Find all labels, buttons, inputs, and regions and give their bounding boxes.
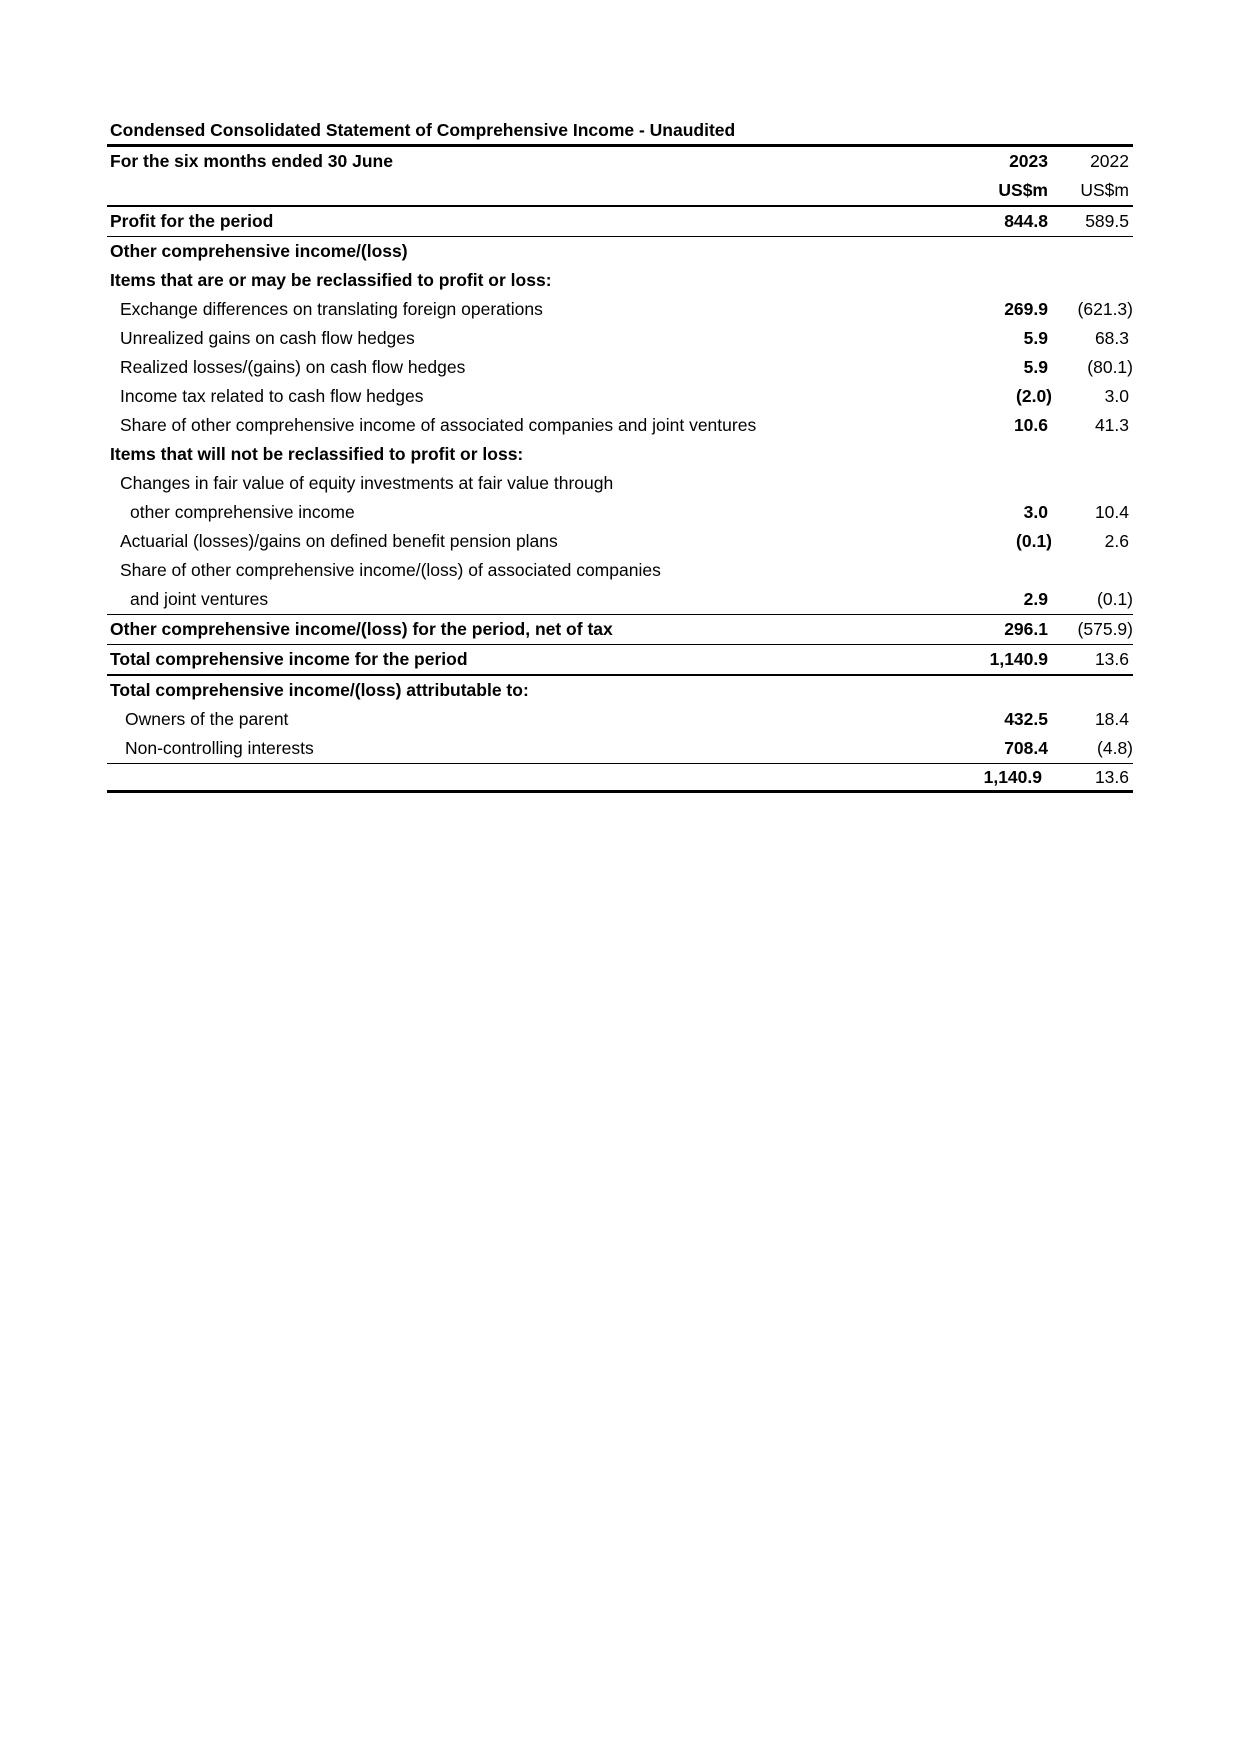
row-profit-for-period — [107, 205, 1133, 236]
row-label: Income tax related to cash flow hedges — [120, 386, 424, 406]
value-2023: 5.9 — [1023, 328, 1048, 348]
period-header-row — [107, 147, 1133, 176]
row-actuarial-gains — [107, 527, 1133, 556]
value-2022: 13.6 — [1094, 767, 1129, 787]
value-2023: (0.1) — [1016, 531, 1052, 551]
value-2022: 41.3 — [1094, 415, 1129, 435]
row-fair-value-changes-line2 — [107, 498, 1133, 527]
value-2022: 13.6 — [1094, 649, 1129, 669]
row-total-comprehensive-income — [107, 644, 1133, 674]
period-label: For the six months ended 30 June — [110, 151, 393, 171]
value-2023: 844.8 — [1004, 211, 1048, 231]
value-2023: 1,140.9 — [989, 649, 1048, 669]
unit-header-row — [107, 176, 1133, 205]
row-label: Share of other comprehensive income of associated companies and joint ventures — [120, 415, 757, 435]
row-label: Realized losses/(gains) on cash flow hedges — [120, 357, 466, 377]
row-fair-value-changes-line1 — [107, 469, 1133, 498]
value-2023: 3.0 — [1023, 502, 1048, 522]
value-2022: (621.3) — [1077, 299, 1133, 319]
row-label: Exchange differences on translating foreign operations — [120, 299, 543, 319]
statement-title: Condensed Consolidated Statement of Comprehensive Income - Unaudited — [110, 120, 736, 140]
row-share-oci-associates — [107, 411, 1133, 440]
row-owners-of-parent — [107, 705, 1133, 734]
column-year-2023: 2023 — [1009, 151, 1048, 171]
value-2023: 2.9 — [1023, 589, 1048, 609]
value-2022: 2.6 — [1104, 531, 1129, 551]
value-2023: 432.5 — [1004, 709, 1048, 729]
row-income-tax-hedges — [107, 382, 1133, 411]
value-2023: 269.9 — [1004, 299, 1048, 319]
row-oci-heading — [107, 236, 1133, 266]
value-2023: 10.6 — [1013, 415, 1048, 435]
row-attributable-total — [107, 763, 1133, 793]
row-label: Unrealized gains on cash flow hedges — [120, 328, 415, 348]
row-not-reclassified-heading — [107, 440, 1133, 469]
income-statement-table — [107, 116, 1133, 793]
row-share-oci-loss-line2 — [107, 585, 1133, 614]
value-2023: 1,140.9 — [983, 767, 1042, 787]
value-2022: 18.4 — [1094, 709, 1129, 729]
row-unrealized-gains — [107, 324, 1133, 353]
row-label: Total comprehensive income for the period — [110, 649, 468, 669]
column-year-2022: 2022 — [1090, 151, 1129, 171]
row-label: Changes in fair value of equity investments at fair value through — [120, 473, 614, 493]
row-reclassified-heading — [107, 266, 1133, 295]
value-2023: 5.9 — [1023, 357, 1048, 377]
row-label: Profit for the period — [110, 211, 274, 231]
row-label: Items that are or may be reclassified to profit or loss: — [110, 270, 552, 290]
row-attributable-heading — [107, 674, 1133, 705]
value-2022: (4.8) — [1097, 738, 1133, 758]
row-label: Total comprehensive income/(loss) attributable to: — [110, 680, 529, 700]
column-unit-2022: US$m — [1080, 180, 1129, 200]
column-unit-2023: US$m — [998, 180, 1048, 200]
row-label: Other comprehensive income/(loss) — [110, 241, 408, 261]
row-oci-net-of-tax — [107, 614, 1133, 644]
row-non-controlling-interests — [107, 734, 1133, 763]
row-label: Items that will not be reclassified to profit or loss: — [110, 444, 524, 464]
row-label: Non-controlling interests — [125, 738, 314, 758]
row-label: Share of other comprehensive income/(loss) of associated companies — [120, 560, 661, 580]
value-2022: 68.3 — [1094, 328, 1129, 348]
row-label: Other comprehensive income/(loss) for the period, net of tax — [110, 619, 613, 639]
row-exchange-differences — [107, 295, 1133, 324]
value-2022: (575.9) — [1077, 619, 1133, 639]
statement-rows — [107, 144, 1133, 793]
value-2023: 708.4 — [1004, 738, 1048, 758]
row-label: and joint ventures — [130, 589, 269, 609]
value-2022: (0.1) — [1097, 589, 1133, 609]
value-2022: 589.5 — [1085, 211, 1129, 231]
value-2022: 10.4 — [1094, 502, 1129, 522]
row-label: Owners of the parent — [125, 709, 289, 729]
value-2022: 3.0 — [1104, 386, 1129, 406]
value-2023: 296.1 — [1004, 619, 1048, 639]
row-realized-losses — [107, 353, 1133, 382]
row-label: other comprehensive income — [130, 502, 355, 522]
value-2023: (2.0) — [1016, 386, 1052, 406]
row-label: Actuarial (losses)/gains on defined benefit pension plans — [120, 531, 558, 551]
value-2022: (80.1) — [1087, 357, 1133, 377]
row-share-oci-loss-line1 — [107, 556, 1133, 585]
